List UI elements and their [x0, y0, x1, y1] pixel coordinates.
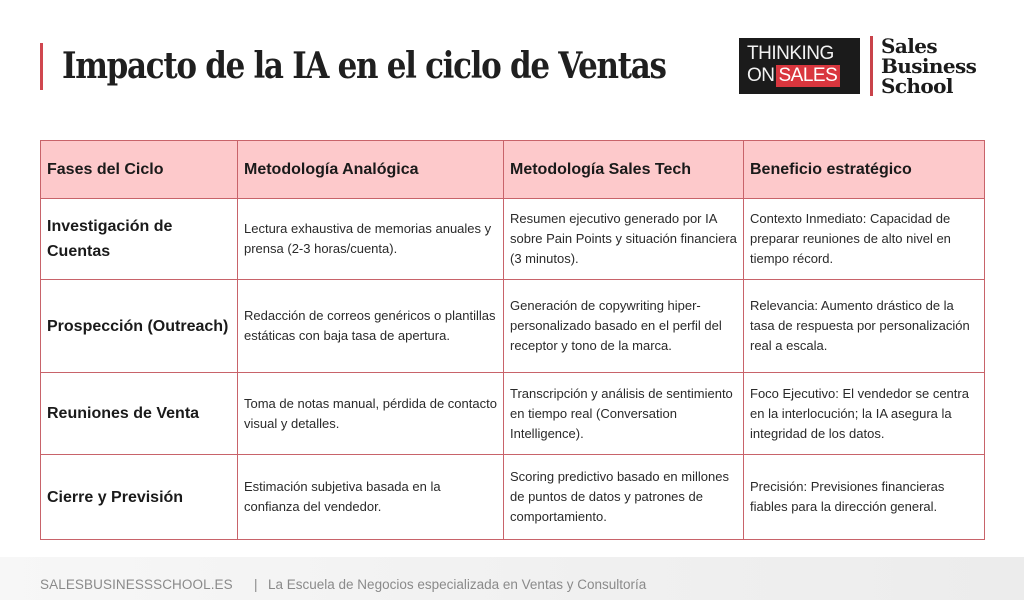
page-title: Impacto de la IA en el ciclo de Ventas	[62, 45, 666, 87]
sales-business-school-logo	[881, 36, 976, 96]
table-row	[41, 373, 985, 455]
footer-tagline: La Escuela de Negocios especializada en Ventas y Consultoría	[268, 577, 647, 592]
cell-benefit: Relevancia: Aumento drástico de la tasa de respuesta por personalización real a escala.	[744, 280, 985, 373]
cell-phase: Prospección (Outreach)	[41, 280, 238, 373]
table-row	[41, 455, 985, 540]
thinking-on-sales-logo	[739, 38, 860, 94]
logo-divider	[870, 36, 873, 96]
cell-phase: Reuniones de Venta	[41, 373, 238, 455]
table-row	[41, 199, 985, 280]
table-row	[41, 280, 985, 373]
table-header-row	[41, 141, 985, 199]
logo-line-thinking: THINKING	[747, 43, 834, 64]
comparison-table-container	[40, 140, 984, 540]
logo-on-text: ON	[747, 65, 775, 86]
cell-analog: Toma de notas manual, pérdida de contacto visual y detalles.	[238, 373, 504, 455]
cell-phase: Cierre y Previsión	[41, 455, 238, 540]
logo-sales-highlight: SALES	[776, 65, 841, 87]
cell-analog: Lectura exhaustiva de memorias anuales y prensa (2-3 horas/cuenta).	[238, 199, 504, 280]
cell-salestech: Resumen ejecutivo generado por IA sobre Pain Points y situación financiera (3 minutos).	[504, 199, 744, 280]
logo-sbs-line1: Sales	[881, 34, 937, 58]
cell-salestech: Transcripción y análisis de sentimiento en tiempo real (Conversation Intelligence).	[504, 373, 744, 455]
cell-benefit: Precisión: Previsiones financieras fiables para la dirección general.	[744, 455, 985, 540]
logo-sbs-line3: School	[881, 74, 953, 98]
logo-line-on-sales	[747, 65, 840, 87]
column-header-salestech: Metodología Sales Tech	[504, 141, 744, 199]
column-header-phase: Fases del Ciclo	[41, 141, 238, 199]
cell-analog: Estimación subjetiva basada en la confianza del vendedor.	[238, 455, 504, 540]
comparison-table	[40, 140, 985, 540]
column-header-benefit: Beneficio estratégico	[744, 141, 985, 199]
logo-sbs-line2: Business	[881, 54, 977, 78]
column-header-analog: Metodología Analógica	[238, 141, 504, 199]
cell-benefit: Foco Ejecutivo: El vendedor se centra en la interlocución; la IA asegura la integridad de los datos.	[744, 373, 985, 455]
cell-phase: Investigación de Cuentas	[41, 199, 238, 280]
cell-analog: Redacción de correos genéricos o plantillas estáticas con baja tasa de apertura.	[238, 280, 504, 373]
title-accent-bar	[40, 43, 43, 90]
footer-separator: |	[254, 577, 258, 592]
cell-salestech: Scoring predictivo basado en millones de puntos de datos y patrones de comportamiento.	[504, 455, 744, 540]
cell-salestech: Generación de copywriting hiper-personalizado basado en el perfil del receptor y tono de la marca.	[504, 280, 744, 373]
cell-benefit: Contexto Inmediato: Capacidad de preparar reuniones de alto nivel en tiempo récord.	[744, 199, 985, 280]
footer-bar	[0, 557, 1024, 600]
footer-site-link[interactable]: SALESBUSINESSSCHOOL.ES	[40, 577, 233, 592]
